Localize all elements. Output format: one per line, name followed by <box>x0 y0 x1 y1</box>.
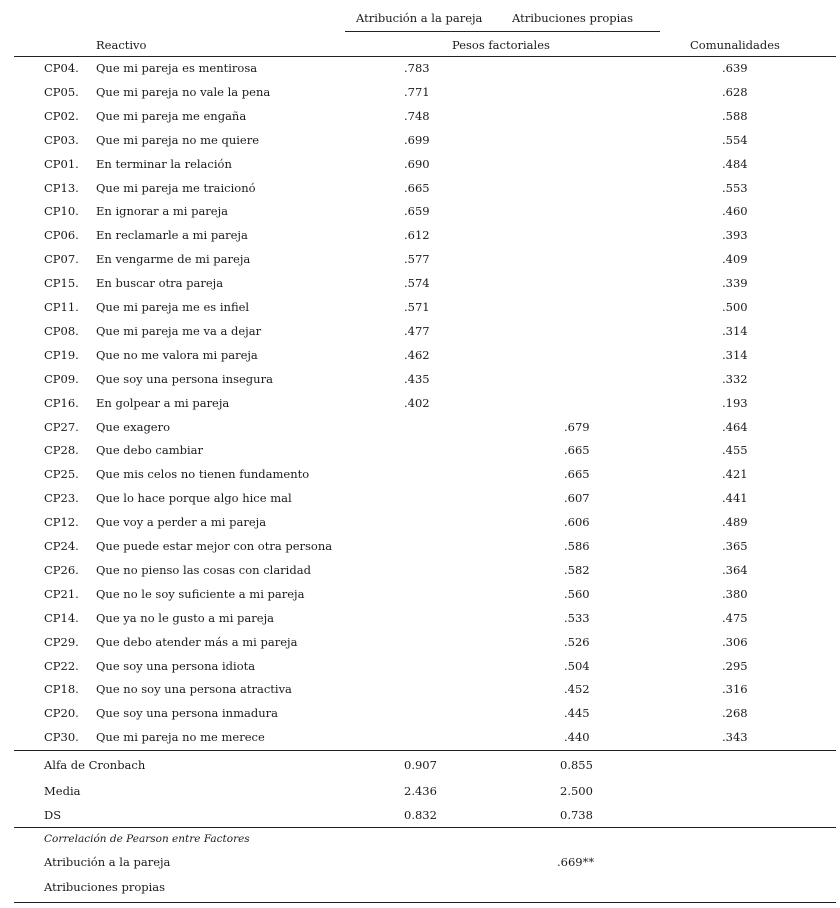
table-row <box>0 133 840 157</box>
item-text: Que no le soy suficiente a mi pareja <box>96 586 305 601</box>
table-row <box>0 276 840 300</box>
item-code: CP03. <box>44 132 79 147</box>
table-row <box>0 706 840 730</box>
item-comunalidad: .554 <box>722 132 748 147</box>
item-code: CP27. <box>44 419 79 434</box>
table-row <box>0 228 840 252</box>
item-factor2: .445 <box>564 706 590 721</box>
item-factor2: .526 <box>564 634 590 649</box>
table-row <box>0 204 840 228</box>
item-code: CP19. <box>44 347 79 362</box>
table-row <box>0 682 840 706</box>
item-factor2: .440 <box>564 730 590 745</box>
table-row <box>0 659 840 683</box>
item-comunalidad: .193 <box>722 395 748 410</box>
item-text: En ignorar a mi pareja <box>96 204 229 219</box>
table-row <box>0 61 840 85</box>
item-code: CP18. <box>44 682 79 697</box>
item-text: Que mi pareja me va a dejar <box>96 323 262 338</box>
item-factor2: .533 <box>564 610 590 625</box>
stat-alfa-f2: 0.855 <box>560 758 593 772</box>
item-comunalidad: .489 <box>722 515 748 530</box>
item-text: Que no soy una persona atractiva <box>96 682 292 697</box>
item-comunalidad: .380 <box>722 586 748 601</box>
item-code: CP05. <box>44 84 79 99</box>
item-text: Que mis celos no tienen fundamento <box>96 467 310 482</box>
table-row <box>0 396 840 420</box>
item-code: CP22. <box>44 658 79 673</box>
table-row <box>0 467 840 491</box>
items-end-rule <box>14 750 836 751</box>
stat-label-alfa: Alfa de Cronbach <box>44 758 146 772</box>
item-factor1: .477 <box>404 323 430 338</box>
stat-ds-f2: 0.738 <box>560 808 593 822</box>
item-text: Que no pienso las cosas con claridad <box>96 562 311 577</box>
table-row <box>0 515 840 539</box>
header-factor1: Atribución a la pareja <box>356 11 483 25</box>
item-factor2: .452 <box>564 682 590 697</box>
item-text: Que puede estar mejor con otra persona <box>96 539 333 553</box>
item-code: CP02. <box>44 108 79 123</box>
item-text: Que mi pareja no vale la pena <box>96 84 271 99</box>
table-row <box>0 491 840 515</box>
header-reactivo: Reactivo <box>96 38 147 52</box>
table-row <box>0 587 840 611</box>
item-factor2: .560 <box>564 586 590 601</box>
item-code: CP28. <box>44 443 79 458</box>
item-factor2: .586 <box>564 539 590 553</box>
table-row <box>0 563 840 587</box>
stat-media-f2: 2.500 <box>560 784 593 798</box>
item-code: CP14. <box>44 610 79 625</box>
top-rule-factors <box>345 31 660 32</box>
item-factor1: .665 <box>404 180 430 195</box>
item-comunalidad: .314 <box>722 323 748 338</box>
table-row <box>0 181 840 205</box>
item-comunalidad: .455 <box>722 443 748 458</box>
table-row <box>0 372 840 396</box>
item-text: Que mi pareja me traicionó <box>96 180 256 195</box>
item-factor1: .690 <box>404 156 430 171</box>
table-bottom-rule <box>14 902 836 903</box>
stat-label-ds: DS <box>44 808 62 822</box>
table-row <box>0 635 840 659</box>
item-text: Que soy una persona idiota <box>96 658 256 673</box>
item-factor1: .435 <box>404 371 430 386</box>
item-comunalidad: .441 <box>722 491 748 506</box>
item-comunalidad: .460 <box>722 204 748 219</box>
item-code: CP08. <box>44 323 79 338</box>
item-text: Que debo cambiar <box>96 443 203 458</box>
item-factor1: .402 <box>404 395 430 410</box>
item-comunalidad: .409 <box>722 252 748 267</box>
item-factor1: .783 <box>404 61 430 75</box>
item-code: CP29. <box>44 634 79 649</box>
table-row <box>0 611 840 635</box>
item-factor2: .665 <box>564 443 590 458</box>
item-comunalidad: .639 <box>722 61 748 75</box>
item-comunalidad: .365 <box>722 539 748 553</box>
item-text: En reclamarle a mi pareja <box>96 228 248 243</box>
item-code: CP24. <box>44 539 79 553</box>
header-pesos: Pesos factoriales <box>452 38 550 52</box>
item-factor1: .577 <box>404 252 430 267</box>
item-text: Que mi pareja es mentirosa <box>96 61 258 75</box>
item-comunalidad: .464 <box>722 419 748 434</box>
item-code: CP12. <box>44 515 79 530</box>
item-comunalidad: .628 <box>722 84 748 99</box>
item-factor2: .582 <box>564 562 590 577</box>
item-text: Que voy a perder a mi pareja <box>96 515 267 530</box>
item-code: CP10. <box>44 204 79 219</box>
item-comunalidad: .314 <box>722 347 748 362</box>
item-text: Que no me valora mi pareja <box>96 347 258 362</box>
item-factor2: .679 <box>564 419 590 434</box>
table-row <box>0 85 840 109</box>
item-factor1: .771 <box>404 84 430 99</box>
item-factor2: .607 <box>564 491 590 506</box>
stat-media-f1: 2.436 <box>404 784 437 798</box>
header-rule <box>14 56 836 57</box>
item-factor1: .571 <box>404 300 430 314</box>
item-comunalidad: .588 <box>722 108 748 123</box>
item-text: Que mi pareja me es infiel <box>96 300 250 314</box>
stat-alfa-f1: 0.907 <box>404 758 437 772</box>
item-code: CP21. <box>44 586 79 601</box>
item-text: Que soy una persona insegura <box>96 371 273 386</box>
correlation-row2-label: Atribuciones propias <box>44 880 166 894</box>
item-factor2: .665 <box>564 467 590 482</box>
header-factor2: Atribuciones propias <box>512 11 634 25</box>
table-row <box>0 348 840 372</box>
table-row <box>0 420 840 444</box>
item-comunalidad: .553 <box>722 180 748 195</box>
item-factor1: .748 <box>404 108 430 123</box>
item-text: Que lo hace porque algo hice mal <box>96 491 292 506</box>
item-text: En buscar otra pareja <box>96 276 224 291</box>
header-comunalidades: Comunalidades <box>690 38 780 52</box>
correlation-row1-value: .669** <box>557 855 595 869</box>
item-factor2: .504 <box>564 658 590 673</box>
correlation-row1-label: Atribución a la pareja <box>44 855 171 869</box>
item-factor1: .462 <box>404 347 430 362</box>
item-text: Que exagero <box>96 419 171 434</box>
item-comunalidad: .332 <box>722 371 748 386</box>
table-row <box>0 324 840 348</box>
item-comunalidad: .295 <box>722 658 748 673</box>
item-text: Que ya no le gusto a mi pareja <box>96 610 274 625</box>
table-row <box>0 157 840 181</box>
item-comunalidad: .393 <box>722 228 748 243</box>
stat-ds-f1: 0.832 <box>404 808 437 822</box>
item-text: Que mi pareja no me merece <box>96 730 265 745</box>
item-code: CP16. <box>44 395 79 410</box>
item-factor1: .659 <box>404 204 430 219</box>
item-text: En terminar la relación <box>96 156 232 171</box>
item-code: CP20. <box>44 706 79 721</box>
item-comunalidad: .364 <box>722 562 748 577</box>
item-text: Que soy una persona inmadura <box>96 706 278 721</box>
item-code: CP04. <box>44 61 79 75</box>
stat-label-media: Media <box>44 784 81 798</box>
item-comunalidad: .500 <box>722 300 748 314</box>
item-code: CP30. <box>44 730 79 745</box>
item-code: CP01. <box>44 156 79 171</box>
item-comunalidad: .484 <box>722 156 748 171</box>
item-code: CP26. <box>44 562 79 577</box>
item-comunalidad: .343 <box>722 730 748 745</box>
table-row <box>0 300 840 324</box>
table-row <box>0 443 840 467</box>
item-text: Que debo atender más a mi pareja <box>96 634 298 649</box>
item-code: CP07. <box>44 252 79 267</box>
stats-end-rule <box>14 827 836 828</box>
item-text: En vengarme de mi pareja <box>96 252 251 267</box>
table-row <box>0 539 840 563</box>
item-code: CP15. <box>44 276 79 291</box>
item-factor1: .699 <box>404 132 430 147</box>
item-text: En golpear a mi pareja <box>96 395 230 410</box>
item-factor1: .612 <box>404 228 430 243</box>
item-code: CP06. <box>44 228 79 243</box>
item-comunalidad: .306 <box>722 634 748 649</box>
item-factor1: .574 <box>404 276 430 291</box>
correlation-title: Correlación de Pearson entre Factores <box>44 833 250 845</box>
item-comunalidad: .316 <box>722 682 748 697</box>
table-row <box>0 252 840 276</box>
item-comunalidad: .268 <box>722 706 748 721</box>
item-factor2: .606 <box>564 515 590 530</box>
item-comunalidad: .475 <box>722 610 748 625</box>
item-code: CP23. <box>44 491 79 506</box>
item-text: Que mi pareja no me quiere <box>96 132 260 147</box>
item-code: CP25. <box>44 467 79 482</box>
item-comunalidad: .421 <box>722 467 748 482</box>
item-code: CP09. <box>44 371 79 386</box>
table-row <box>0 109 840 133</box>
item-comunalidad: .339 <box>722 276 748 291</box>
item-text: Que mi pareja me engaña <box>96 108 247 123</box>
item-code: CP11. <box>44 300 79 314</box>
item-code: CP13. <box>44 180 79 195</box>
